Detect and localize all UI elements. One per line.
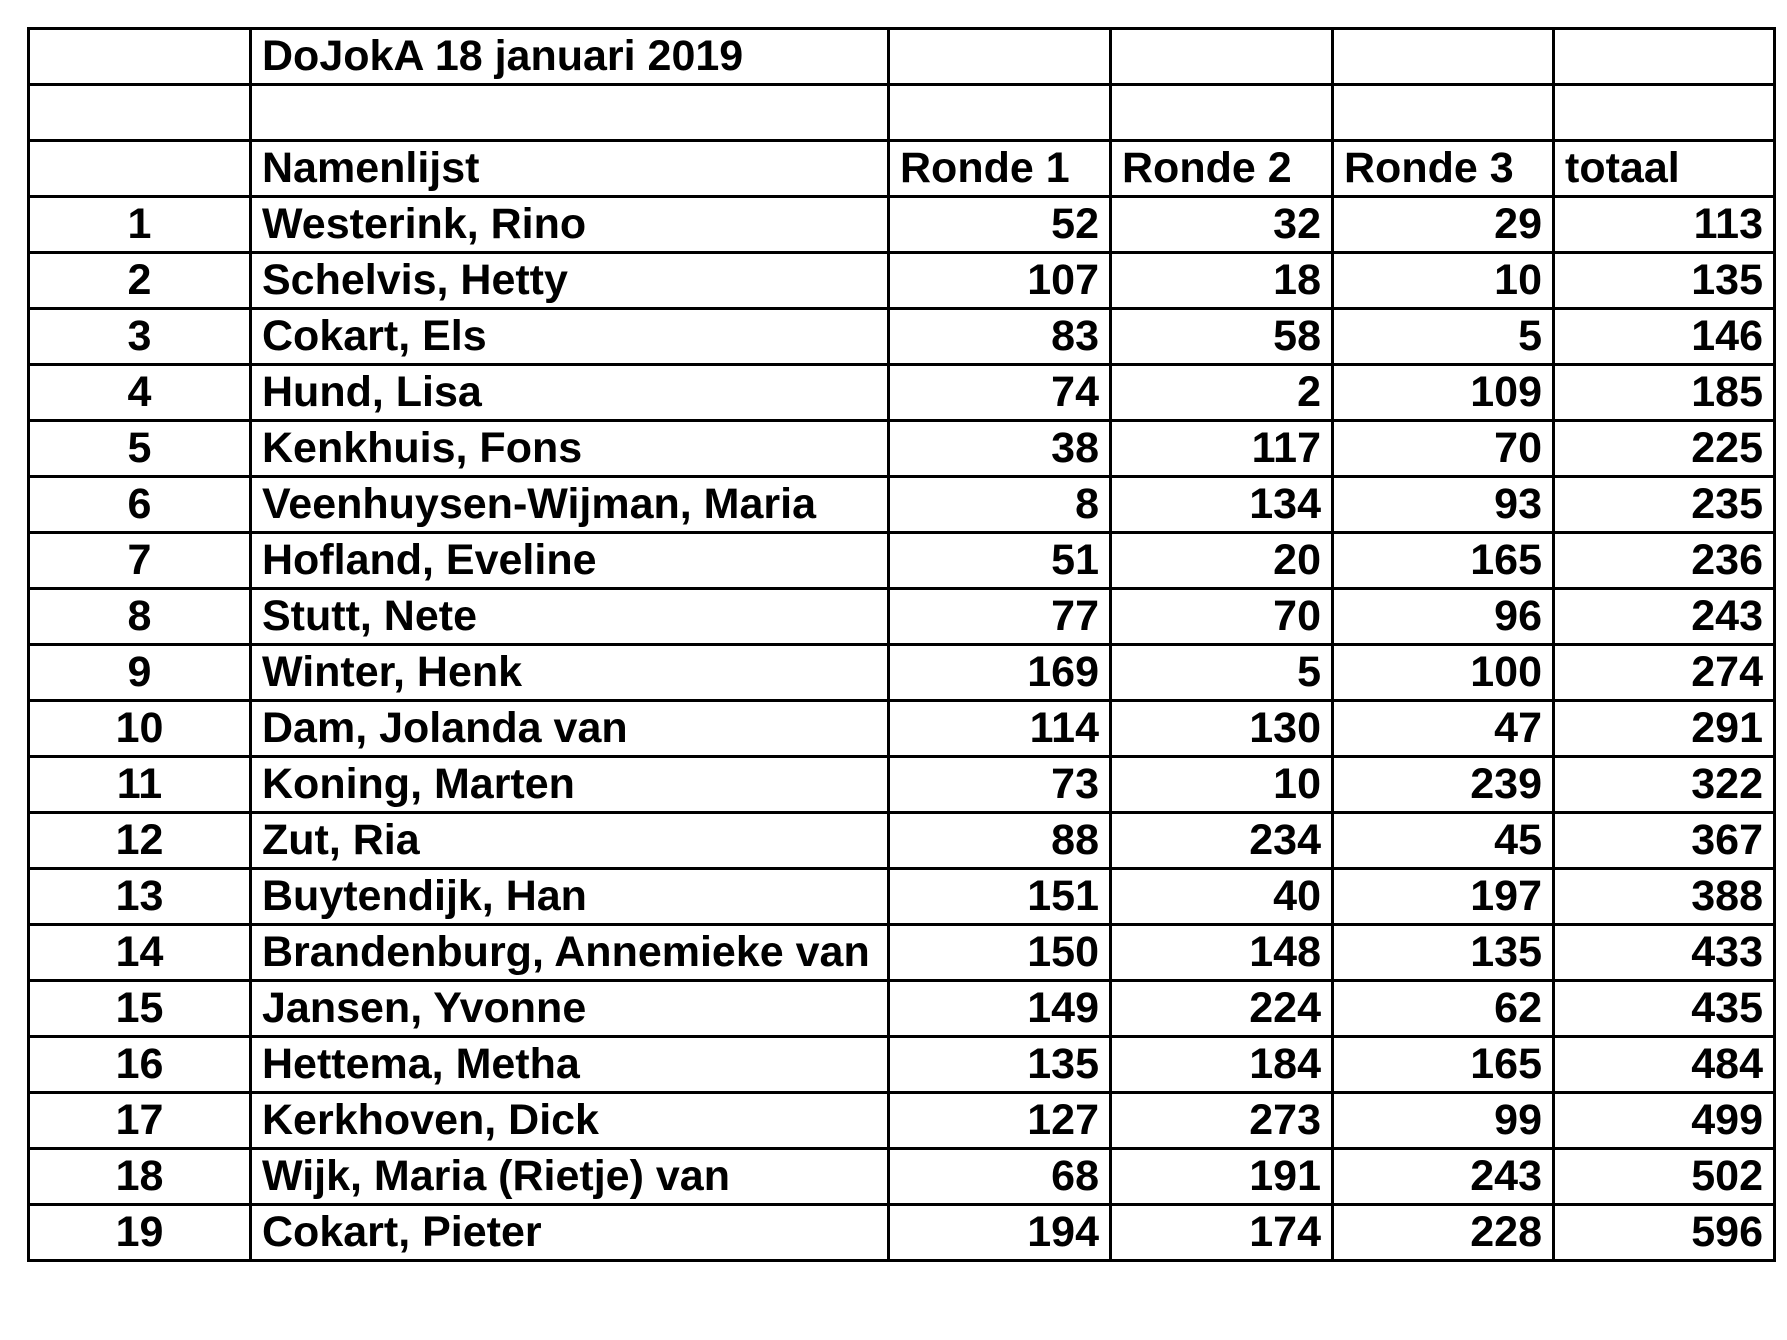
table-row [29,421,1775,477]
round-1-cell: 74 [889,365,1111,421]
empty-cell [1111,29,1333,85]
total-cell: 235 [1554,477,1775,533]
name-cell: Brandenburg, Annemieke van [251,925,889,981]
name-cell: Kenkhuis, Fons [251,421,889,477]
round-3-cell: 47 [1333,701,1554,757]
round-2-cell: 20 [1111,533,1333,589]
table-row [29,645,1775,701]
round-2-cell: 117 [1111,421,1333,477]
total-cell: 135 [1554,253,1775,309]
empty-cell [1554,85,1775,141]
round-3-cell: 29 [1333,197,1554,253]
rank-cell: 12 [29,813,251,869]
empty-cell [1111,85,1333,141]
round-1-cell: 68 [889,1149,1111,1205]
empty-cell [29,85,251,141]
name-cell: Schelvis, Hetty [251,253,889,309]
total-cell: 502 [1554,1149,1775,1205]
empty-cell [889,29,1111,85]
round-3-cell: 165 [1333,1037,1554,1093]
results-table [27,27,1776,1262]
name-cell: Cokart, Els [251,309,889,365]
rank-cell: 11 [29,757,251,813]
round-2-cell: 40 [1111,869,1333,925]
total-cell: 146 [1554,309,1775,365]
round-3-cell: 5 [1333,309,1554,365]
round-3-cell: 10 [1333,253,1554,309]
round-3-cell: 96 [1333,589,1554,645]
round-1-cell: 107 [889,253,1111,309]
name-cell: Cokart, Pieter [251,1205,889,1261]
rank-cell: 4 [29,365,251,421]
table-row [29,869,1775,925]
total-cell: 236 [1554,533,1775,589]
round-2-cell: 18 [1111,253,1333,309]
round-2-cell: 58 [1111,309,1333,365]
rank-cell: 16 [29,1037,251,1093]
rank-cell: 5 [29,421,251,477]
round-3-cell: 62 [1333,981,1554,1037]
round-1-cell: 8 [889,477,1111,533]
table-row [29,253,1775,309]
round-3-cell: 243 [1333,1149,1554,1205]
total-cell: 435 [1554,981,1775,1037]
total-cell: 291 [1554,701,1775,757]
rank-cell: 6 [29,477,251,533]
empty-cell [889,85,1111,141]
name-cell: Buytendijk, Han [251,869,889,925]
round-3-cell: 93 [1333,477,1554,533]
round-2-cell: 191 [1111,1149,1333,1205]
round-2-cell: 2 [1111,365,1333,421]
round-3-cell: 239 [1333,757,1554,813]
round-1-cell: 149 [889,981,1111,1037]
total-cell: 484 [1554,1037,1775,1093]
name-cell: Kerkhoven, Dick [251,1093,889,1149]
empty-cell [29,29,251,85]
table-row [29,813,1775,869]
empty-cell [1333,85,1554,141]
table-row [29,365,1775,421]
total-cell: 185 [1554,365,1775,421]
empty-cell [1333,29,1554,85]
round-2-cell: 32 [1111,197,1333,253]
round-1-cell: 38 [889,421,1111,477]
round-1-cell: 114 [889,701,1111,757]
column-header-names: Namenlijst [251,141,889,197]
table-row [29,1149,1775,1205]
sheet-title: DoJokA 18 januari 2019 [251,29,889,85]
total-cell: 499 [1554,1093,1775,1149]
round-3-cell: 99 [1333,1093,1554,1149]
rank-cell: 8 [29,589,251,645]
column-header-total: totaal [1554,141,1775,197]
column-header-round-1: Ronde 1 [889,141,1111,197]
header-row [29,141,1775,197]
table-row [29,1037,1775,1093]
round-3-cell: 109 [1333,365,1554,421]
table-row [29,477,1775,533]
round-3-cell: 100 [1333,645,1554,701]
table-row [29,701,1775,757]
rank-cell: 14 [29,925,251,981]
rank-cell: 10 [29,701,251,757]
round-2-cell: 10 [1111,757,1333,813]
round-2-cell: 148 [1111,925,1333,981]
name-cell: Wijk, Maria (Rietje) van [251,1149,889,1205]
round-2-cell: 5 [1111,645,1333,701]
table-row [29,981,1775,1037]
rank-cell: 2 [29,253,251,309]
name-cell: Koning, Marten [251,757,889,813]
round-1-cell: 51 [889,533,1111,589]
round-1-cell: 150 [889,925,1111,981]
round-1-cell: 127 [889,1093,1111,1149]
name-cell: Hofland, Eveline [251,533,889,589]
rank-cell: 19 [29,1205,251,1261]
round-3-cell: 165 [1333,533,1554,589]
round-1-cell: 151 [889,869,1111,925]
table-row [29,757,1775,813]
round-1-cell: 194 [889,1205,1111,1261]
rank-cell: 15 [29,981,251,1037]
table-row [29,925,1775,981]
empty-cell [251,85,889,141]
total-cell: 433 [1554,925,1775,981]
name-cell: Dam, Jolanda van [251,701,889,757]
empty-cell [1554,29,1775,85]
round-1-cell: 77 [889,589,1111,645]
rank-cell: 7 [29,533,251,589]
round-2-cell: 224 [1111,981,1333,1037]
total-cell: 367 [1554,813,1775,869]
name-cell: Jansen, Yvonne [251,981,889,1037]
table-row [29,1093,1775,1149]
round-1-cell: 88 [889,813,1111,869]
round-2-cell: 273 [1111,1093,1333,1149]
round-1-cell: 135 [889,1037,1111,1093]
total-cell: 388 [1554,869,1775,925]
round-2-cell: 234 [1111,813,1333,869]
rank-cell: 1 [29,197,251,253]
table-row [29,589,1775,645]
table-row [29,309,1775,365]
round-3-cell: 135 [1333,925,1554,981]
round-1-cell: 52 [889,197,1111,253]
round-3-cell: 197 [1333,869,1554,925]
round-1-cell: 83 [889,309,1111,365]
round-2-cell: 130 [1111,701,1333,757]
rank-cell: 3 [29,309,251,365]
name-cell: Zut, Ria [251,813,889,869]
name-cell: Hettema, Metha [251,1037,889,1093]
rank-cell: 18 [29,1149,251,1205]
name-cell: Hund, Lisa [251,365,889,421]
name-cell: Winter, Henk [251,645,889,701]
empty-cell [29,141,251,197]
round-1-cell: 73 [889,757,1111,813]
total-cell: 274 [1554,645,1775,701]
blank-row [29,85,1775,141]
total-cell: 113 [1554,197,1775,253]
rank-cell: 9 [29,645,251,701]
round-2-cell: 184 [1111,1037,1333,1093]
total-cell: 322 [1554,757,1775,813]
table-row [29,1205,1775,1261]
column-header-round-2: Ronde 2 [1111,141,1333,197]
name-cell: Stutt, Nete [251,589,889,645]
round-2-cell: 174 [1111,1205,1333,1261]
total-cell: 225 [1554,421,1775,477]
column-header-round-3: Ronde 3 [1333,141,1554,197]
rank-cell: 13 [29,869,251,925]
name-cell: Veenhuysen-Wijman, Maria [251,477,889,533]
name-cell: Westerink, Rino [251,197,889,253]
round-1-cell: 169 [889,645,1111,701]
round-2-cell: 70 [1111,589,1333,645]
table-row [29,533,1775,589]
total-cell: 243 [1554,589,1775,645]
rank-cell: 17 [29,1093,251,1149]
title-row [29,29,1775,85]
table-row [29,197,1775,253]
round-3-cell: 70 [1333,421,1554,477]
round-3-cell: 45 [1333,813,1554,869]
total-cell: 596 [1554,1205,1775,1261]
round-2-cell: 134 [1111,477,1333,533]
round-3-cell: 228 [1333,1205,1554,1261]
